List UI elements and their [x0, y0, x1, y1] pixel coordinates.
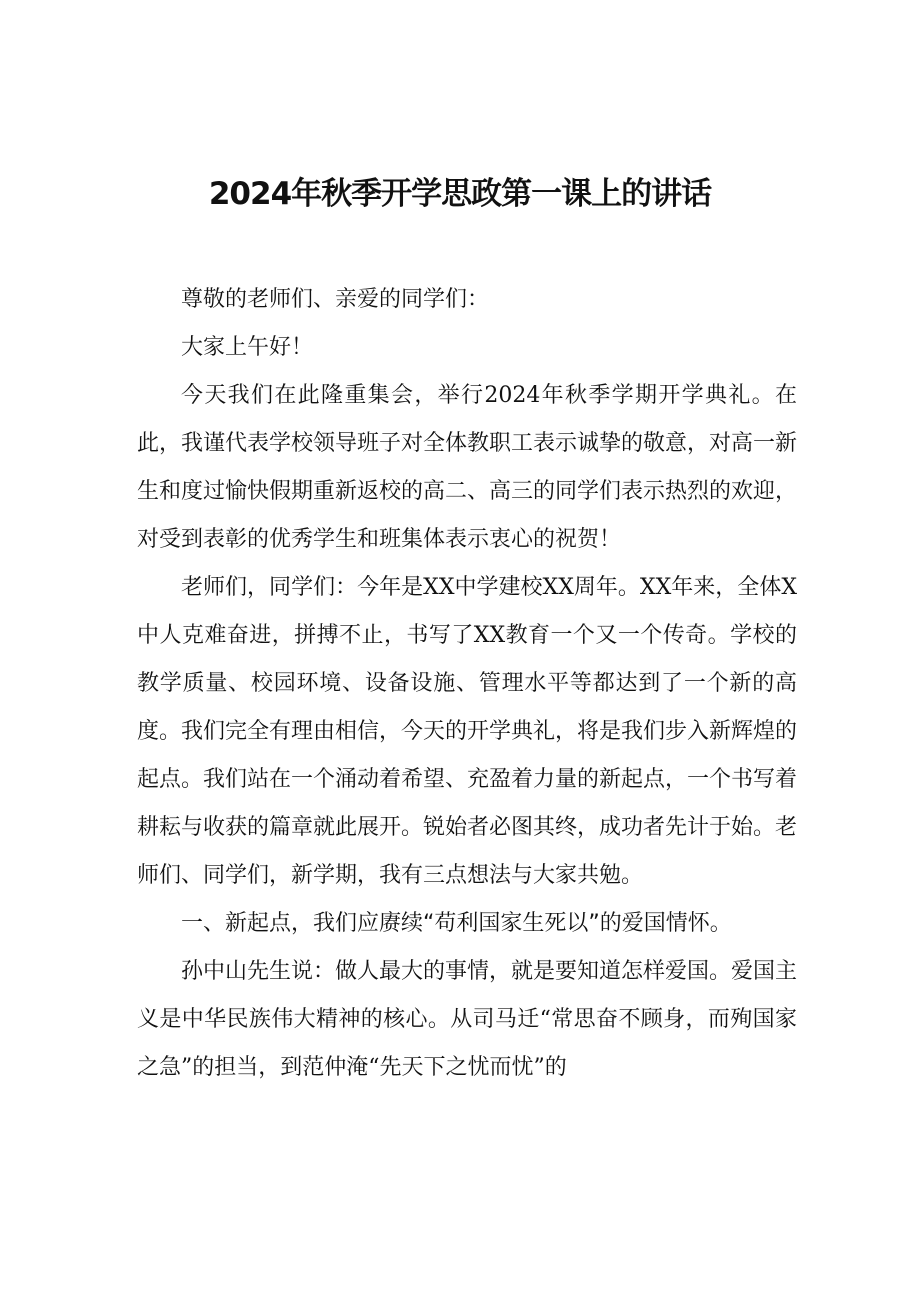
paragraph-anniversary: 老师们，同学们：今年是XX中学建校XX周年。XX年来，全体X中人克难奋进，拼搏不止，书写了XX教育一个又一个传奇。学校的教学质量、校园环境、设备设施、管理水平等都达到了一个新的高度。我们完全有理由相信，今天的开学典礼，将是我们步入新辉煌的起点。我们站在一个涌动着希望、充盈着力量的新起点，一个书写着耕耘与收获的篇章就此展开。锐始者必图其终，成功者先计于始。老师们、同学们，新学期，我有三点想法与大家共勉。	[137, 575, 798, 888]
document-body	[137, 276, 797, 1092]
salutation: 尊敬的老师们、亲爱的同学们：	[181, 287, 490, 312]
paragraph-patriotism: 孙中山先生说：做人最大的事情，就是要知道怎样爱国。爱国主义是中华民族伟大精神的核心。从司马迁“常思奋不顾身，而殉国家之急”的担当，到范仲淹“先天下之忧而忧”的	[137, 959, 798, 1080]
document-title: 2024年秋季开学思政第一课上的讲话	[208, 176, 712, 212]
greeting: 大家上午好！	[181, 335, 314, 360]
section-heading-1: 一、新起点，我们应赓续“苟利国家生死以”的爱国情怀。	[181, 911, 732, 936]
paragraph-opening: 今天我们在此隆重集会，举行2024年秋季学期开学典礼。在此，我谨代表学校领导班子对全体教职工表示诚挚的敬意，对高一新生和度过愉快假期重新返校的高二、高三的同学们表示热烈的欢迎，对受到表彰的优秀学生和班集体表示衷心的祝贺！	[137, 383, 798, 552]
